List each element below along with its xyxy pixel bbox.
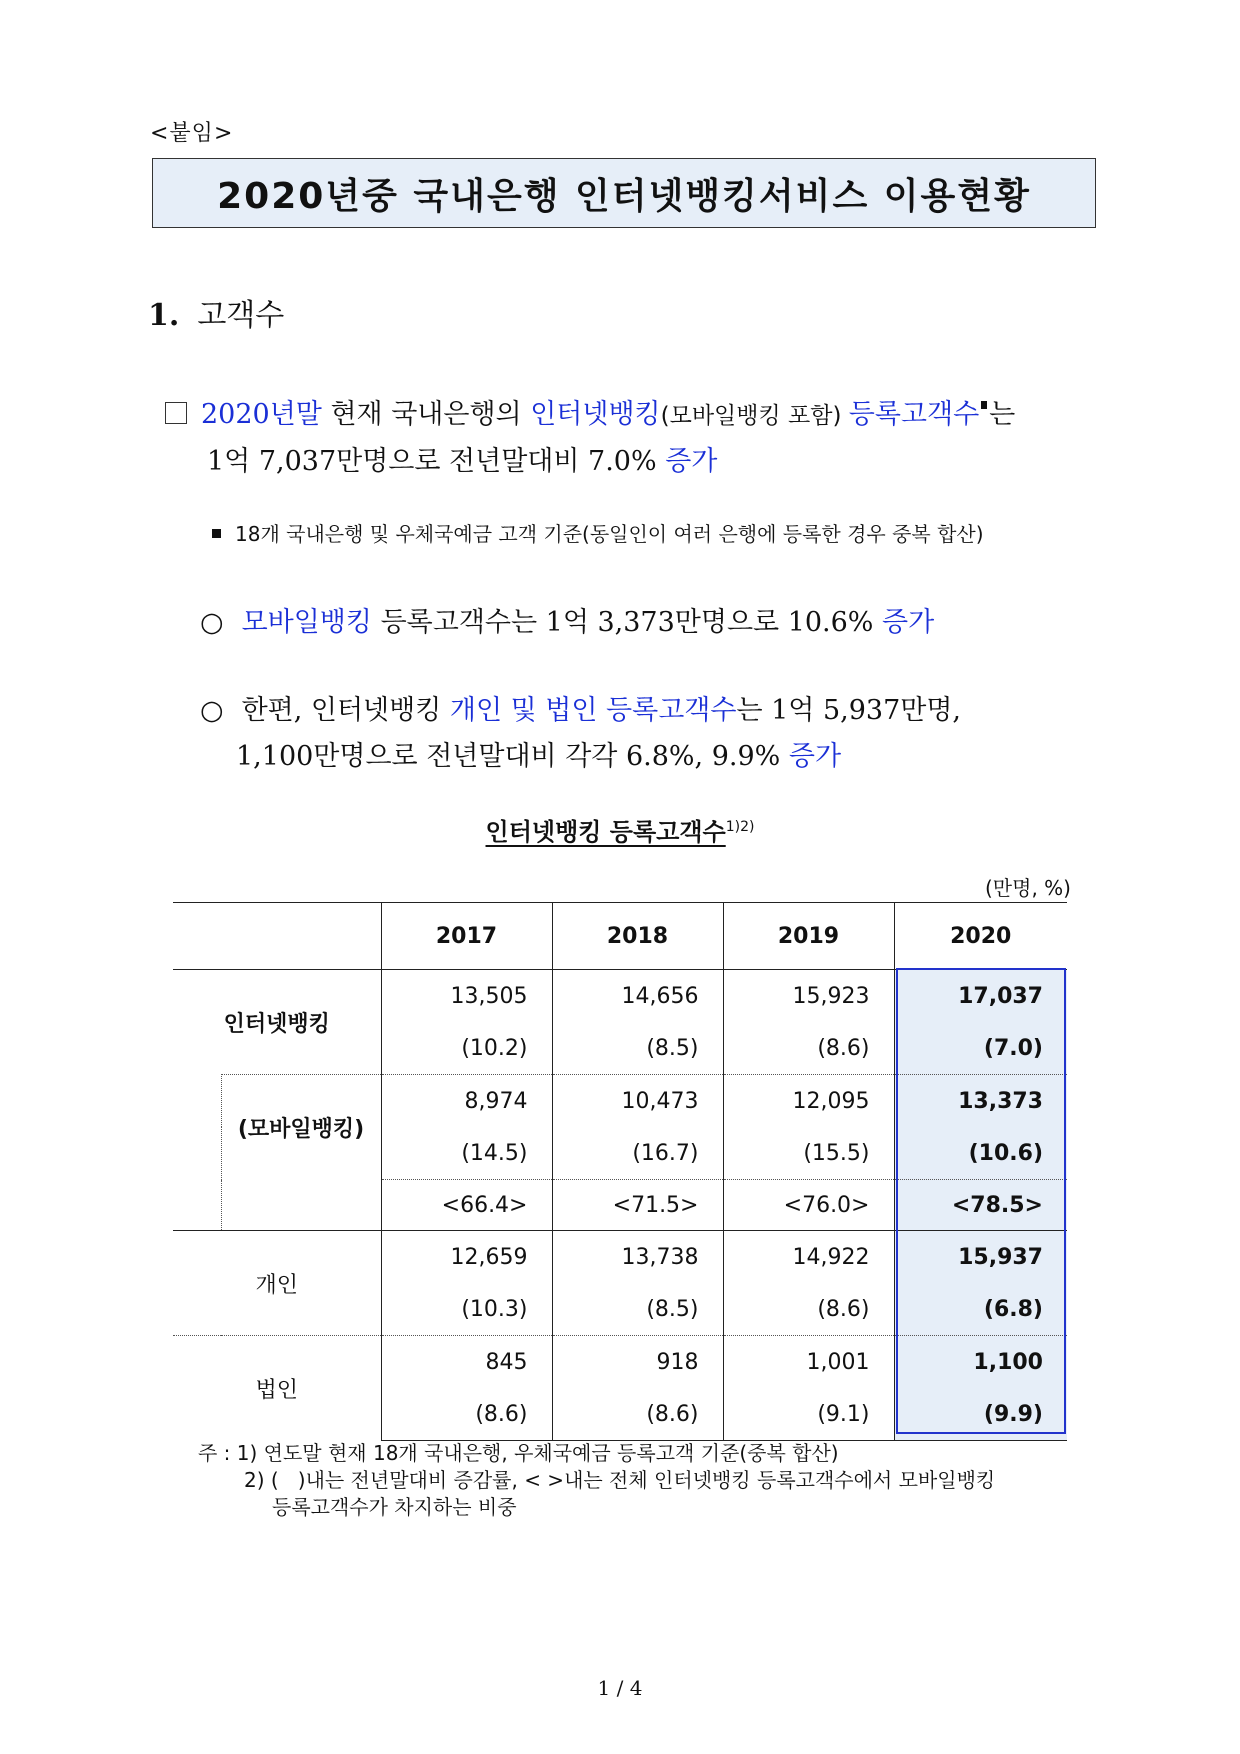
para3-line2 xyxy=(200,734,1100,780)
year-end-text: 2020년말 xyxy=(201,399,322,430)
cell-value: 13,505 xyxy=(381,970,552,1023)
cell-growth-highlight: (6.8) xyxy=(894,1283,1067,1336)
page-title: 2020년중 국내은행 인터넷뱅킹서비스 이용현황 xyxy=(217,175,1031,217)
cell-value-highlight: 15,937 xyxy=(894,1231,1067,1284)
cell-share: <66.4> xyxy=(381,1180,552,1231)
checkbox-icon xyxy=(165,402,187,424)
para1-text3: 는 xyxy=(989,399,1016,430)
cell-value: 14,656 xyxy=(552,970,723,1023)
registered-text: 등록고객수 xyxy=(848,399,980,430)
para1-text1: 현재 국내은행의 xyxy=(321,399,531,430)
cell-value: 918 xyxy=(552,1336,723,1389)
square-bullet-icon xyxy=(212,529,221,538)
cell-growth: (8.6) xyxy=(723,1283,894,1336)
cell-growth-highlight: (9.9) xyxy=(894,1388,1067,1441)
table-notes xyxy=(198,1440,995,1521)
mobile-banking-text: 모바일뱅킹 xyxy=(241,607,372,638)
table-title-text: 인터넷뱅킹 등록고객수 xyxy=(485,818,726,846)
para1-text2: (모바일뱅킹 포함) xyxy=(660,403,849,429)
cell-growth-highlight: (10.6) xyxy=(894,1127,1067,1180)
indent-cell xyxy=(173,1075,221,1231)
note-1: 주 : 1) 연도말 현재 18개 국내은행, 우체국예금 등록고객 기준(중복 합산) xyxy=(198,1441,839,1465)
increase-text: 증가 xyxy=(665,446,718,477)
table-row xyxy=(173,970,1067,1023)
cell-share: <71.5> xyxy=(552,1180,723,1231)
table-row xyxy=(173,1180,1067,1231)
share-label-blank xyxy=(221,1180,381,1231)
internet-banking-text: 인터넷뱅킹 xyxy=(530,399,661,430)
title-box xyxy=(152,158,1096,228)
table-row xyxy=(173,1231,1067,1284)
row-label-corporate: 법인 xyxy=(173,1336,381,1441)
section-heading xyxy=(148,290,284,334)
cell-value: 14,922 xyxy=(723,1231,894,1284)
cell-value: 15,923 xyxy=(723,970,894,1023)
table-unit: (만명, %) xyxy=(985,876,1071,900)
cell-growth: (8.5) xyxy=(552,1283,723,1336)
cell-growth-highlight: (7.0) xyxy=(894,1022,1067,1075)
para1-line2 xyxy=(165,439,1105,485)
cell-growth: (10.2) xyxy=(381,1022,552,1075)
cell-growth: (8.5) xyxy=(552,1022,723,1075)
cell-growth: (8.6) xyxy=(381,1388,552,1441)
cell-value: 1,001 xyxy=(723,1336,894,1389)
circle-bullet-icon: ○ xyxy=(200,607,224,638)
section-label: 고객수 xyxy=(197,298,285,333)
table-title xyxy=(0,812,1240,847)
cell-growth: (8.6) xyxy=(723,1022,894,1075)
row-label-mobile: (모바일뱅킹) xyxy=(221,1075,381,1180)
header-year: 2019 xyxy=(723,903,894,970)
cell-growth: (15.5) xyxy=(723,1127,894,1180)
cell-value-highlight: 17,037 xyxy=(894,970,1067,1023)
cell-value: 13,738 xyxy=(552,1231,723,1284)
cell-value: 12,095 xyxy=(723,1075,894,1128)
footnote-1-text: 18개 국내은행 및 우체국예금 고객 기준(동일인이 여러 은행에 등록한 경우 중복 합산) xyxy=(235,522,984,546)
para3-text2: 는 1억 5,937만명, xyxy=(736,695,962,726)
header-blank xyxy=(173,903,381,970)
cell-share: <76.0> xyxy=(723,1180,894,1231)
header-year: 2018 xyxy=(552,903,723,970)
increase-text: 증가 xyxy=(788,741,842,772)
row-label-personal: 개인 xyxy=(173,1231,381,1336)
cell-value: 12,659 xyxy=(381,1231,552,1284)
circle-bullet-icon: ○ xyxy=(200,695,224,726)
para3-text1: 한편, 인터넷뱅킹 xyxy=(241,695,450,726)
header-year: 2020 xyxy=(894,903,1067,970)
cell-value-highlight: 1,100 xyxy=(894,1336,1067,1389)
para3-line2-text: 1,100만명으로 전년말대비 각각 6.8%, 9.9% xyxy=(236,741,789,772)
cell-growth: (10.3) xyxy=(381,1283,552,1336)
note-2: 2) ( )내는 전년말대비 증감률, < >내는 전체 인터넷뱅킹 등록고객수에서 모바일뱅킹 xyxy=(244,1468,996,1492)
cell-growth: (9.1) xyxy=(723,1388,894,1441)
increase-text: 증가 xyxy=(882,607,935,638)
table-header-row xyxy=(173,903,1067,970)
table-row xyxy=(173,1075,1067,1128)
stats-table xyxy=(173,902,1067,1441)
cell-growth: (14.5) xyxy=(381,1127,552,1180)
para1-line2-text: 1억 7,037만명으로 전년말대비 7.0% xyxy=(207,446,666,477)
footnote-marker-icon xyxy=(981,401,987,409)
cell-share-highlight: <78.5> xyxy=(894,1180,1067,1231)
paragraph-3 xyxy=(200,688,1100,780)
section-number: 1. xyxy=(148,298,180,333)
table-row xyxy=(173,1336,1067,1389)
footnote-1 xyxy=(212,518,984,547)
header-year: 2017 xyxy=(381,903,552,970)
cell-value-highlight: 13,373 xyxy=(894,1075,1067,1128)
paragraph-2 xyxy=(200,600,934,639)
cell-value: 845 xyxy=(381,1336,552,1389)
para2-text: 등록고객수는 1억 3,373만명으로 10.6% xyxy=(371,607,883,638)
cell-growth: (16.7) xyxy=(552,1127,723,1180)
table-title-sup: 1)2) xyxy=(725,819,755,835)
cell-growth: (8.6) xyxy=(552,1388,723,1441)
personal-corporate-text: 개인 및 법인 등록고객수 xyxy=(449,695,737,726)
cell-value: 10,473 xyxy=(552,1075,723,1128)
attachment-label: <붙임> xyxy=(150,121,234,146)
row-label-internet: 인터넷뱅킹 xyxy=(223,1011,330,1037)
paragraph-1 xyxy=(165,392,1105,485)
page-number: 1 / 4 xyxy=(597,1676,643,1700)
note-2-cont: 등록고객수가 차지하는 비중 xyxy=(272,1495,517,1519)
cell-value: 8,974 xyxy=(381,1075,552,1128)
